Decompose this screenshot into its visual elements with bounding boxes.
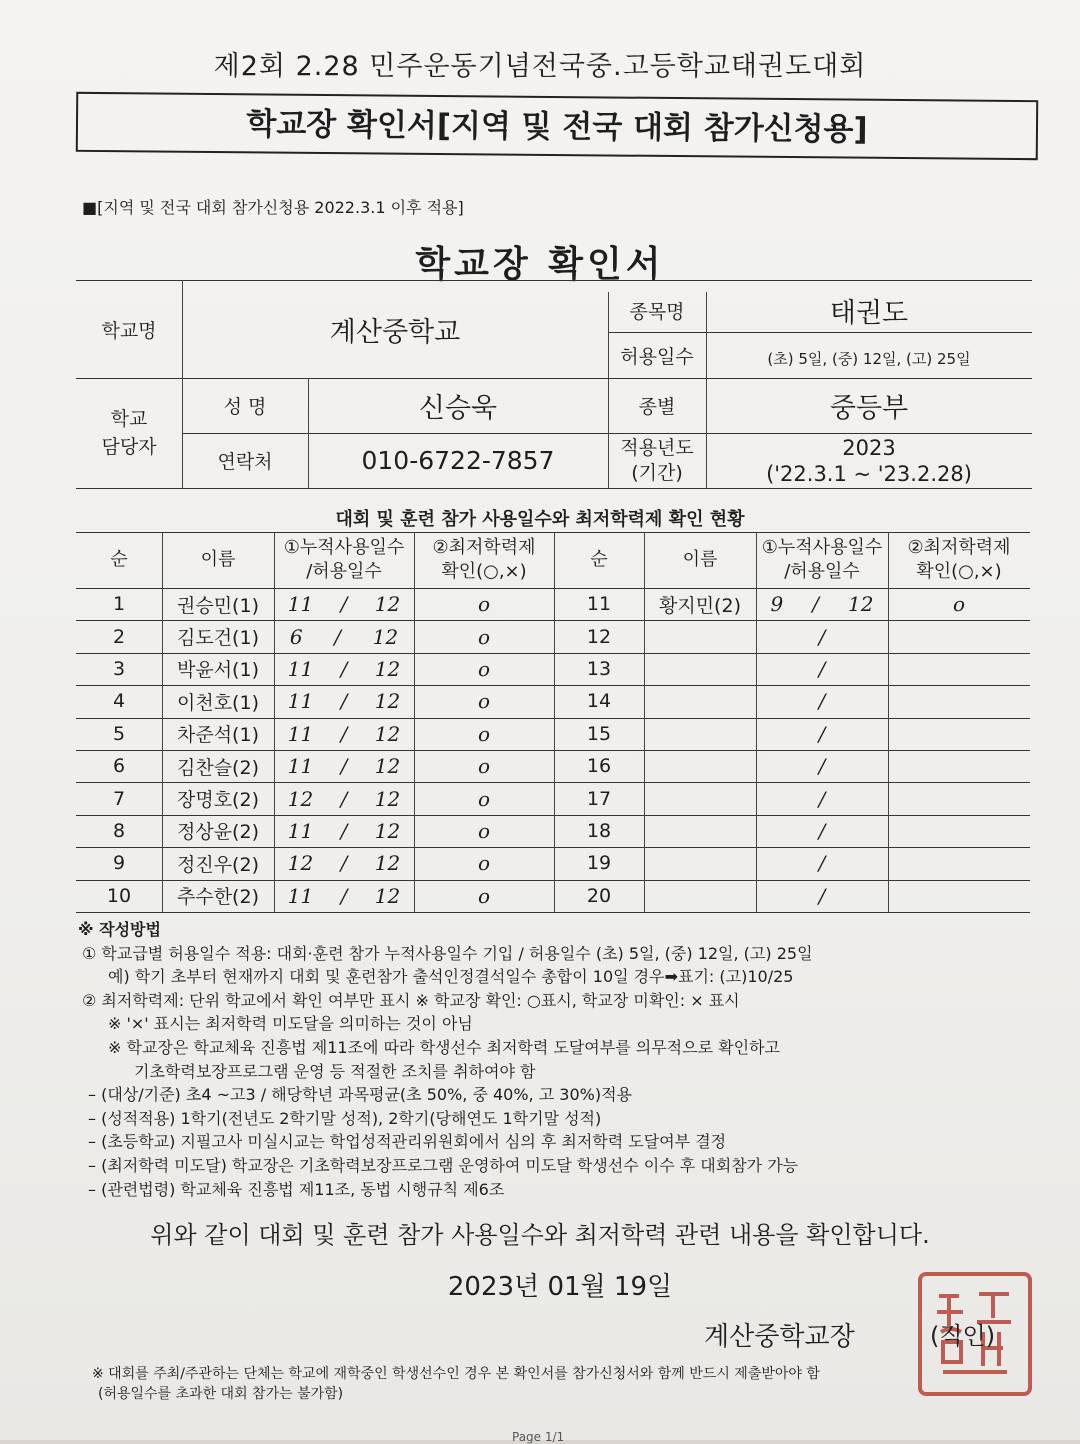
instruction-line: – (대상/기준) 초4 ~고3 / 해당학년 과목평균(초 50%, 중 40%, 고 30%)적용: [88, 1085, 632, 1105]
header-days-line1: ①누적사용일수: [283, 537, 405, 558]
player-name: [644, 815, 756, 847]
instruction-line: – (최저학력 미도달) 학교장은 기초학력보장프로그램 운영하여 미도달 학생선수 이수 후 대회참가 가능: [88, 1155, 799, 1175]
player-name: 정상윤(2): [177, 821, 259, 844]
row-number: 5: [112, 722, 126, 745]
days-separator: /: [340, 592, 348, 617]
used-days: 12: [287, 786, 314, 811]
manager-label: [76, 378, 182, 488]
days-cell: [756, 620, 888, 652]
year-value-cell: [706, 433, 1032, 488]
competition-title: 제2회 2.28 민주운동기념전국중.고등학교태권도대회: [213, 51, 867, 82]
year-label-line2: (기간): [631, 461, 683, 484]
row-number: 20: [586, 884, 612, 907]
header-days-line1: ①누적사용일수: [761, 537, 883, 558]
instruction-line: ※ 학교장은 학교체육 진흥법 제11조에 따라 학생선수 최저학력 도달여부를 의무적으로 확인하고: [108, 1037, 780, 1057]
roster-heading: 대회 및 훈련 참가 사용일수와 최저학력제 확인 현황: [335, 509, 745, 530]
used-days: 11: [287, 883, 314, 908]
header-days-line2: /허용일수: [784, 561, 860, 582]
contact-label: 연락처: [217, 451, 273, 473]
page-number: Page 1/1: [512, 1430, 565, 1444]
row-number: 17: [586, 787, 612, 810]
min-academic-check: o: [477, 754, 491, 779]
instruction-line: ① 학교급별 허용일수 적용: 대회·훈련 참가 누적사용일수 기입 / 허용일수 (초) 5일, (중) 12일, (고) 25일: [82, 943, 813, 963]
days-cell: [756, 750, 888, 782]
division-label: 종별: [638, 396, 676, 418]
min-academic-check: [888, 815, 1030, 847]
player-name: 차준석(1): [177, 724, 259, 747]
min-academic-check: o: [952, 592, 966, 617]
days-separator: /: [334, 624, 342, 649]
header-days: [274, 532, 414, 588]
min-academic-check: [888, 880, 1030, 912]
days-separator: /: [340, 754, 348, 779]
instructions: [78, 918, 1038, 1201]
instruction-line: 예) 학기 초부터 현재까지 대회 및 훈련참가 출석인정결석일수 총합이 10일 경우➡표기: (고)10/25: [108, 967, 794, 987]
header-days: [756, 532, 888, 588]
days-separator: /: [340, 689, 348, 714]
days-cell: [756, 588, 888, 620]
days-separator: /: [818, 786, 826, 811]
days-cell: [274, 685, 414, 717]
allowed-days: 12: [374, 656, 401, 681]
days-separator: /: [812, 592, 819, 617]
instruction-line: – (성적적용) 1학기(전년도 2학기말 성적), 2학기(당해연도 1학기말 성적): [88, 1108, 602, 1128]
player-name: 황지민(2): [659, 594, 741, 617]
row-number: 1: [112, 593, 126, 616]
used-days: 11: [287, 721, 314, 746]
days-cell: [274, 750, 414, 782]
days-cell: [756, 653, 888, 685]
year-label-line1: 적용년도: [620, 436, 694, 459]
document-title: 학교장 확인서[지역 및 전국 대회 참가신청용]: [76, 92, 1038, 160]
main-title: 학교장 확인서: [415, 244, 665, 285]
min-academic-check: [888, 718, 1030, 750]
allowed-days: 12: [374, 754, 401, 779]
info-table: [76, 280, 1032, 490]
notice-line: ■[지역 및 전국 대회 참가신청용 2022.3.1 이후 적용]: [82, 198, 464, 217]
allowed-days: 12: [374, 851, 401, 876]
days-separator: /: [340, 818, 348, 843]
seal-note: (직인): [930, 1322, 996, 1350]
days-separator: /: [818, 754, 826, 779]
row-number: 12: [586, 625, 612, 648]
used-days: 9: [770, 592, 784, 617]
used-days: 12: [287, 851, 314, 876]
allowed-days-value: (초) 5일, (중) 12일, (고) 25일: [767, 349, 971, 368]
used-days: 11: [287, 656, 314, 681]
days-cell: [274, 718, 414, 750]
min-academic-check: [888, 685, 1030, 717]
row-number: 18: [586, 819, 612, 842]
min-academic-check: [888, 782, 1030, 814]
instructions-title: ※ 작성방법: [78, 920, 161, 939]
header-name: 이름: [682, 549, 718, 570]
player-name: [644, 653, 756, 685]
table-border: [76, 532, 1030, 533]
player-name: 추수한(2): [177, 886, 259, 909]
min-academic-check: [888, 750, 1030, 782]
days-cell: [274, 620, 414, 652]
player-name: [644, 782, 756, 814]
footer-line: ※ 대회를 주최/주관하는 단체는 학교에 재학중인 학생선수인 경우 본 확인서를 참가신청서와 함께 반드시 제출받아야 함: [92, 1366, 820, 1382]
days-cell: [274, 847, 414, 879]
row-number: 10: [106, 884, 132, 907]
days-cell: [274, 782, 414, 814]
header-check-line1: ②최저학력제: [432, 537, 536, 558]
row-number: 8: [112, 819, 126, 842]
footer-line: (허용일수를 초과한 대회 참가는 불가함): [98, 1386, 344, 1402]
allowed-days: 12: [374, 786, 401, 811]
manager-label-line2: 담당자: [101, 436, 157, 458]
header-check-line1: ②최저학력제: [907, 537, 1011, 558]
days-separator: /: [340, 721, 348, 746]
player-name: 김찬슬(2): [177, 756, 259, 779]
days-cell: [274, 653, 414, 685]
contact-value: 010-6722-7857: [361, 446, 555, 475]
used-days: 11: [287, 592, 314, 617]
school-label: 학교명: [101, 319, 157, 342]
row-number: 4: [112, 690, 126, 713]
player-name: 장명호(2): [177, 789, 259, 812]
allowed-days: 12: [374, 818, 401, 843]
days-separator: /: [340, 851, 348, 876]
principal-title: 계산중학교장: [704, 1322, 855, 1352]
row-number: 7: [112, 787, 126, 810]
allowed-days: 12: [374, 689, 401, 714]
header-no: 순: [110, 549, 128, 570]
days-separator: /: [340, 883, 348, 908]
header-check: [414, 532, 554, 588]
days-cell: [274, 815, 414, 847]
min-academic-check: o: [477, 656, 491, 681]
days-separator: /: [818, 721, 826, 746]
player-name: 박윤서(1): [177, 659, 259, 682]
row-number: 14: [586, 690, 612, 713]
min-academic-check: o: [477, 689, 491, 714]
row-number: 13: [586, 657, 612, 680]
used-days: 11: [287, 689, 314, 714]
header-no: 순: [590, 549, 608, 570]
row-number: 19: [586, 852, 612, 875]
player-name: 권승민(1): [177, 594, 259, 617]
row-number: 11: [586, 593, 612, 616]
days-separator: /: [818, 656, 826, 681]
allowed-days-label: 허용일수: [620, 345, 694, 368]
days-cell: [756, 718, 888, 750]
used-days: 11: [287, 818, 314, 843]
instruction-line: – (초등학교) 지필고사 미실시교는 학업성적관리위원회에서 심의 후 최저학력 도달여부 결정: [88, 1132, 727, 1152]
min-academic-check: o: [477, 721, 491, 746]
sport-label: 종목명: [629, 300, 685, 323]
allowed-days: 12: [372, 624, 399, 649]
allowed-days: 12: [374, 883, 401, 908]
player-name: [644, 685, 756, 717]
min-academic-check: o: [477, 883, 491, 908]
days-separator: /: [818, 883, 826, 908]
min-academic-check: o: [477, 786, 491, 811]
row-number: 2: [112, 625, 126, 648]
min-academic-check: [888, 653, 1030, 685]
player-name: 김도건(1): [177, 627, 259, 650]
days-separator: /: [340, 786, 348, 811]
instruction-line: – (관련법령) 학교체육 진흥법 제11조, 동법 시행규칙 제6조: [88, 1179, 505, 1199]
row-number: 15: [586, 722, 612, 745]
days-cell: [756, 685, 888, 717]
header-days-line2: /허용일수: [306, 561, 382, 582]
min-academic-check: o: [477, 851, 491, 876]
days-cell: [756, 815, 888, 847]
row-number: 9: [112, 852, 126, 875]
min-academic-check: o: [477, 818, 491, 843]
sport-value: 태권도: [829, 297, 909, 329]
min-academic-check: [888, 847, 1030, 879]
player-name: [644, 718, 756, 750]
allowed-days: 12: [848, 592, 874, 617]
row-number: 16: [586, 755, 612, 778]
used-days: 6: [289, 624, 303, 649]
min-academic-check: [888, 620, 1030, 652]
days-separator: /: [818, 851, 826, 876]
min-academic-check: o: [477, 624, 491, 649]
player-name: 정진우(2): [177, 853, 259, 876]
player-name: [644, 847, 756, 879]
header-check: [888, 532, 1030, 588]
year-label: [608, 433, 706, 488]
player-name: [644, 750, 756, 782]
days-cell: [274, 880, 414, 912]
table-border: [76, 488, 1032, 489]
days-cell: [756, 847, 888, 879]
table-border: [76, 912, 1030, 913]
manager-label-line1: 학교: [110, 408, 148, 430]
header-name: 이름: [200, 549, 236, 570]
confirmation-statement: 위와 같이 대회 및 훈련 참가 사용일수와 최저학력 관련 내용을 확인합니다.: [150, 1221, 930, 1249]
player-name: [644, 880, 756, 912]
row-number: 3: [112, 657, 126, 680]
days-cell: [756, 880, 888, 912]
instruction-line: 기초학력보장프로그램 운영 등 적절한 조치를 취하여야 함: [134, 1061, 536, 1081]
used-days: 11: [287, 754, 314, 779]
days-separator: /: [818, 624, 826, 649]
days-separator: /: [340, 656, 348, 681]
allowed-days: 12: [374, 721, 401, 746]
player-name: 이천호(1): [177, 691, 259, 714]
school-value: 계산중학교: [329, 316, 461, 348]
name-value: 신승욱: [418, 393, 498, 424]
days-cell: [756, 782, 888, 814]
row-number: 6: [112, 755, 126, 778]
min-academic-check: o: [477, 592, 491, 617]
instruction-line: ※ '×' 표시는 최저학력 미도달을 의미하는 것이 아님: [108, 1014, 473, 1034]
header-check-line2: 확인(○,×): [916, 561, 1002, 582]
period-value: ('22.3.1 ~ '23.2.28): [766, 461, 972, 486]
days-cell: [274, 588, 414, 620]
footer-note: [92, 1364, 820, 1404]
header-check-line2: 확인(○,×): [441, 561, 527, 582]
signature-date: 2023년 01월 19일: [447, 1272, 673, 1302]
allowed-days: 12: [374, 592, 401, 617]
division-value: 중등부: [829, 393, 909, 424]
days-separator: /: [818, 689, 826, 714]
days-separator: /: [818, 818, 826, 843]
year-value: 2023: [842, 435, 896, 460]
instruction-line: ② 최저학력제: 단위 학교에서 확인 여부만 표시 ※ 학교장 확인: ○표시, 학교장 미확인: × 표시: [82, 990, 740, 1010]
player-name: [644, 620, 756, 652]
name-label: 성 명: [223, 396, 267, 418]
roster-table: [76, 532, 1030, 912]
